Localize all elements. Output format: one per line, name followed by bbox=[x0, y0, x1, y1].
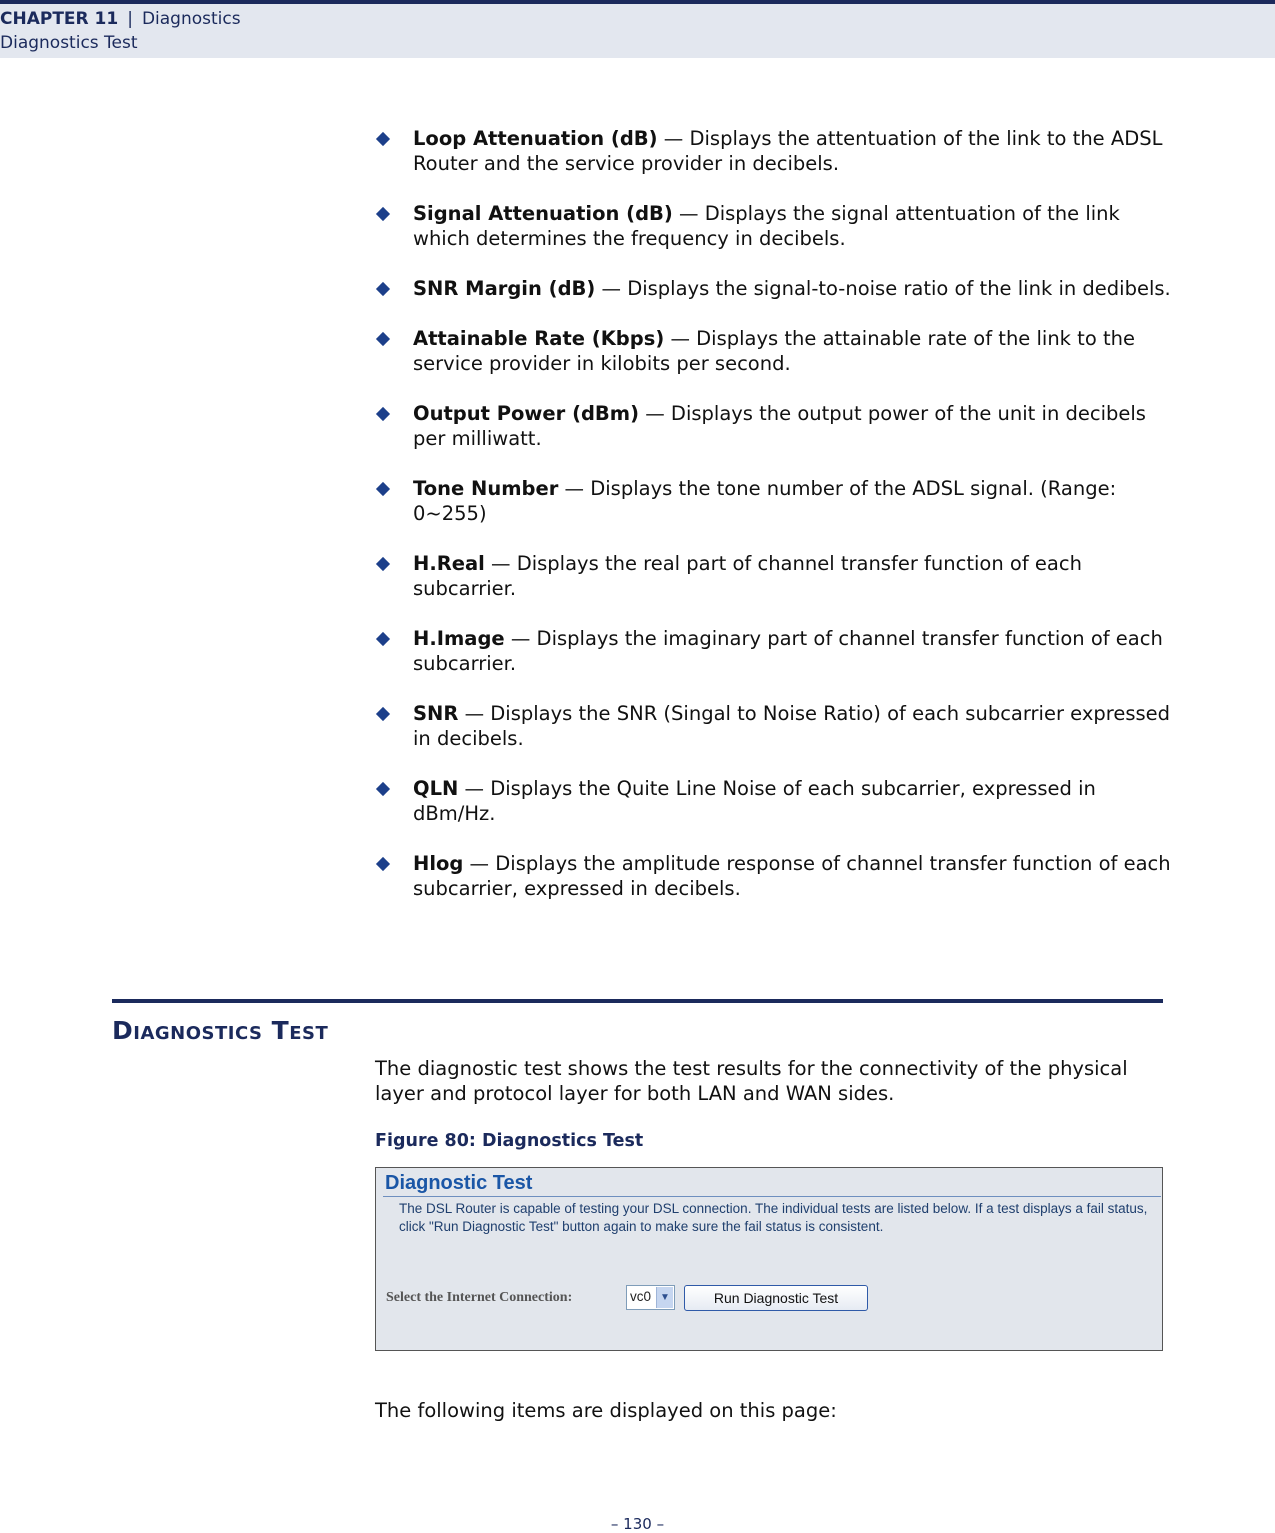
list-item bbox=[376, 776, 1176, 826]
connection-label: Select the Internet Connection: bbox=[386, 1290, 573, 1305]
item-description: — Displays the real part of channel transfer function of each subcarrier. bbox=[413, 552, 1082, 600]
section-divider bbox=[112, 999, 1163, 1003]
page-number: – 130 – bbox=[610, 1515, 665, 1533]
item-term: H.Image bbox=[413, 627, 505, 650]
header-section: Diagnostics Test bbox=[0, 33, 138, 53]
diamond-bullet-icon bbox=[376, 332, 390, 346]
chevron-down-icon[interactable]: ▼ bbox=[656, 1287, 673, 1308]
chapter-title: Diagnostics bbox=[141, 9, 241, 29]
item-description: — Displays the amplitude response of channel transfer function of each subcarrier, expressed in decibels. bbox=[413, 852, 1171, 900]
screenshot-description: The DSL Router is capable of testing your DSL connection. The individual tests are listed below. If a test displays a fail status, click "Run Diagnostic Test" button again to make sure the fail status is consistent. bbox=[399, 1201, 1148, 1234]
header-separator: | bbox=[127, 9, 133, 29]
list-item bbox=[376, 551, 1176, 601]
item-description: — Displays the Quite Line Noise of each subcarrier, expressed in dBm/Hz. bbox=[413, 777, 1096, 825]
list-item bbox=[376, 401, 1176, 451]
diagnostic-test-screenshot bbox=[375, 1167, 1163, 1351]
item-term: Hlog bbox=[413, 852, 464, 875]
diamond-bullet-icon bbox=[376, 282, 390, 296]
diamond-bullet-icon bbox=[376, 482, 390, 496]
screenshot-title: Diagnostic Test bbox=[385, 1172, 533, 1194]
item-description: — Displays the imaginary part of channel transfer function of each subcarrier. bbox=[413, 627, 1163, 675]
connection-select[interactable] bbox=[626, 1285, 675, 1310]
following-items-text: The following items are displayed on this page: bbox=[375, 1399, 837, 1422]
connection-select-value: vc0 bbox=[630, 1289, 652, 1304]
item-term: SNR Margin (dB) bbox=[413, 277, 596, 300]
list-item bbox=[376, 476, 1176, 526]
list-item bbox=[376, 851, 1176, 901]
diamond-bullet-icon bbox=[376, 707, 390, 721]
item-description: — Displays the tone number of the ADSL signal. (Range: 0~255) bbox=[413, 477, 1117, 525]
item-term: Output Power (dBm) bbox=[413, 402, 640, 425]
chapter-number: CHAPTER 11 bbox=[0, 9, 119, 29]
list-item bbox=[376, 626, 1176, 676]
list-item bbox=[376, 701, 1176, 751]
item-term: Tone Number bbox=[413, 477, 559, 500]
item-term: H.Real bbox=[413, 552, 485, 575]
diamond-bullet-icon bbox=[376, 782, 390, 796]
item-description: — Displays the output power of the unit in decibels per milliwatt. bbox=[413, 402, 1146, 450]
chapter-line bbox=[0, 9, 241, 29]
item-term: Signal Attenuation (dB) bbox=[413, 202, 673, 225]
item-term: SNR bbox=[413, 702, 459, 725]
section-title: Diagnostics Test bbox=[112, 1016, 329, 1045]
list-item bbox=[376, 276, 1176, 301]
item-term: Loop Attenuation (dB) bbox=[413, 127, 658, 150]
item-description: — Displays the attentuation of the link to the ADSL Router and the service provider in decibels. bbox=[413, 127, 1163, 175]
field-description-list bbox=[376, 126, 1176, 926]
item-term: QLN bbox=[413, 777, 459, 800]
diamond-bullet-icon bbox=[376, 857, 390, 871]
figure-caption: Figure 80: Diagnostics Test bbox=[375, 1131, 644, 1151]
diamond-bullet-icon bbox=[376, 207, 390, 221]
list-item bbox=[376, 326, 1176, 376]
item-description: — Displays the SNR (Singal to Noise Ratio) of each subcarrier expressed in decibels. bbox=[413, 702, 1171, 750]
diamond-bullet-icon bbox=[376, 407, 390, 421]
list-item bbox=[376, 201, 1176, 251]
diamond-bullet-icon bbox=[376, 632, 390, 646]
item-description: — Displays the signal attentuation of the link which determines the frequency in decibels. bbox=[413, 202, 1120, 250]
list-item bbox=[376, 126, 1176, 176]
page-header bbox=[0, 0, 1275, 58]
item-term: Attainable Rate (Kbps) bbox=[413, 327, 665, 350]
item-description: — Displays the attainable rate of the link to the service provider in kilobits per second. bbox=[413, 327, 1135, 375]
diamond-bullet-icon bbox=[376, 557, 390, 571]
section-intro: The diagnostic test shows the test results for the connectivity of the physical layer and protocol layer for both LAN and WAN sides. bbox=[375, 1057, 1128, 1105]
screenshot-title-rule bbox=[383, 1196, 1161, 1197]
item-description: — Displays the signal-to-noise ratio of the link in dedibels. bbox=[595, 277, 1171, 300]
run-diagnostic-test-button[interactable]: Run Diagnostic Test bbox=[684, 1285, 868, 1311]
diamond-bullet-icon bbox=[376, 132, 390, 146]
